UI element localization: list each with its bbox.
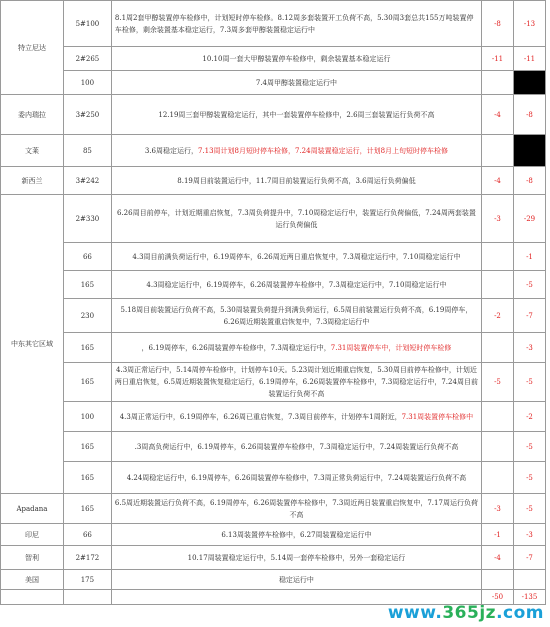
value-cell: [481, 271, 513, 299]
value-cell: [481, 135, 513, 167]
table-row: [1, 243, 546, 271]
table-row: [1, 167, 546, 195]
region-cell: Apadana: [1, 494, 64, 524]
table-row: [1, 363, 546, 402]
status-cell: 4.3周正常运行中，5.14周停车检修中，计划停车10天。5.23周计划近期重启恢复，5.30周目前停车检修中，计划近两日重启恢复，6.5周近期装置恢复稳定运行，6.19周停车，6.26周装置停车检修中，7.3周稳定运行中，7.24周目前装置运行负荷不高: [111, 363, 481, 402]
value-cell: [513, 570, 545, 590]
status-cell: 6.13周装置停车检修中，6.27周装置稳定运行中: [111, 524, 481, 546]
region-cell: 委内瑞拉: [1, 95, 64, 135]
region-cell: 中东其它区域: [1, 195, 64, 494]
table-row: [1, 432, 546, 462]
table-row: [1, 135, 546, 167]
total-cell: -50: [481, 590, 513, 605]
status-cell: 7.4周甲醇装置稳定运行中: [111, 71, 481, 95]
value-cell: [481, 333, 513, 363]
table-row: [1, 47, 546, 71]
region-cell: 美国: [1, 570, 64, 590]
value-cell: -3: [513, 333, 545, 363]
status-text-highlight: 7.31周装置停车中，计划短时停车检修: [330, 343, 452, 352]
status-text: ，6.19周停车，6.26周装置停车检修中，7.3周稳定运行中，: [141, 343, 331, 352]
status-cell: [111, 135, 481, 167]
black-fill-cell: [513, 71, 545, 95]
value-cell: -7: [513, 299, 545, 333]
capacity-cell: 2#172: [63, 546, 111, 570]
value-cell: -5: [513, 494, 545, 524]
table-row: [1, 71, 546, 95]
site-watermark: [388, 603, 544, 623]
value-cell: -8: [513, 167, 545, 195]
value-cell: -29: [513, 195, 545, 243]
value-cell: -8: [481, 1, 513, 47]
capacity-cell: 3#250: [63, 95, 111, 135]
capacity-cell: 230: [63, 299, 111, 333]
value-cell: [481, 432, 513, 462]
status-cell: 4.3周目前满负荷运行中，6.19周停车，6.26周近两日重启恢复中，7.3周稳定运行中，7.10周稳定运行中: [111, 243, 481, 271]
region-cell: 特立尼达: [1, 1, 64, 95]
region-cell: [1, 590, 64, 605]
region-cell: 文莱: [1, 135, 64, 167]
value-cell: -11: [481, 47, 513, 71]
table-row: [1, 546, 546, 570]
status-cell: .3周高负荷运行中，6.19周停车，6.26周装置停车检修中，7.3周稳定运行中，7.24周装置运行负荷不高: [111, 432, 481, 462]
status-cell: 8.19周目前装置运行中，11.7周目前装置运行负荷不高，3.6周运行负荷偏低: [111, 167, 481, 195]
capacity-cell: 100: [63, 71, 111, 95]
status-cell: 5.18周目前装置运行负荷不高，5.30周装置负荷提升到满负荷运行，6.5周目前装置运行负荷不高，6.19周停车，6.26周近期装置重启恢复中，7.3周稳定运行中: [111, 299, 481, 333]
value-cell: -5: [513, 432, 545, 462]
value-cell: -11: [513, 47, 545, 71]
status-cell: 10.10周一套大甲醇装置停车检修中，剩余装置基本稳定运行: [111, 47, 481, 71]
status-text: 3.6周稳定运行，: [144, 146, 198, 155]
capacity-cell: 85: [63, 135, 111, 167]
table-row: [1, 95, 546, 135]
value-cell: -5: [513, 462, 545, 494]
value-cell: -3: [481, 494, 513, 524]
table-row: [1, 195, 546, 243]
region-cell: 智利: [1, 546, 64, 570]
status-cell: 稳定运行中: [111, 570, 481, 590]
value-cell: [481, 71, 513, 95]
table-row: [1, 570, 546, 590]
region-cell: 新西兰: [1, 167, 64, 195]
value-cell: -2: [513, 402, 545, 432]
value-cell: -1: [513, 243, 545, 271]
status-text-highlight: 7.13周计划8月短时停车检修，7.24周装置稳定运行，计划8月上旬短时停车检修: [197, 146, 449, 155]
value-cell: [481, 402, 513, 432]
value-cell: -3: [481, 195, 513, 243]
capacity-cell: 2#265: [63, 47, 111, 71]
watermark-prefix: www.: [387, 603, 443, 623]
capacity-cell: 165: [63, 432, 111, 462]
watermark-brand: 365jz: [442, 603, 497, 623]
value-cell: -5: [513, 271, 545, 299]
capacity-cell: 165: [63, 462, 111, 494]
capacity-cell: 165: [63, 494, 111, 524]
status-text-highlight: 7.31周装置停车检修中: [401, 412, 474, 421]
status-cell: 4.3周稳定运行中，6.19周停车，6.26周装置停车检修中，7.3周稳定运行中，7.10周稳定运行中: [111, 271, 481, 299]
table-row: [1, 271, 546, 299]
table-row: [1, 1, 546, 47]
value-cell: [481, 462, 513, 494]
status-cell: 6.5周近期装置运行负荷不高，6.19周停车，6.26周装置停车检修中，7.3周近两日装置重启恢复中，7.17周运行负荷不高: [111, 494, 481, 524]
capacity-cell: 66: [63, 243, 111, 271]
watermark-suffix: .com: [496, 603, 544, 623]
total-cell: -135: [513, 590, 545, 605]
value-cell: -4: [481, 95, 513, 135]
table-row: [1, 402, 546, 432]
status-cell: 10.17周装置稳定运行中，5.14周一套停车检修中，另外一套稳定运行: [111, 546, 481, 570]
table-row: [1, 494, 546, 524]
value-cell: -5: [481, 363, 513, 402]
capacity-cell: 175: [63, 570, 111, 590]
capacity-cell: [63, 590, 111, 605]
capacity-cell: 165: [63, 333, 111, 363]
value-cell: -7: [513, 546, 545, 570]
capacity-cell: 3#242: [63, 167, 111, 195]
status-cell: 8.1周2套甲醇装置停车检修中，计划短时停车检修。8.12周多套装置开工负荷不高，5.30周3套总共155万吨装置停车检修，剩余装置基本稳定运行，7.3周多套甲醇装置稳定运行中: [111, 1, 481, 47]
value-cell: [481, 243, 513, 271]
status-cell: 12.19周三套甲醇装置稳定运行，其中一套装置停车检修中，2.6周三套装置运行负荷不高: [111, 95, 481, 135]
value-cell: -4: [481, 546, 513, 570]
capacity-cell: 66: [63, 524, 111, 546]
capacity-cell: 100: [63, 402, 111, 432]
table-row: [1, 524, 546, 546]
value-cell: -13: [513, 1, 545, 47]
status-cell: [111, 333, 481, 363]
capacity-cell: 5#100: [63, 1, 111, 47]
value-cell: -5: [513, 363, 545, 402]
table-row: [1, 462, 546, 494]
capacity-cell: 2#330: [63, 195, 111, 243]
value-cell: -3: [513, 524, 545, 546]
capacity-cell: 165: [63, 363, 111, 402]
table-row: [1, 333, 546, 363]
table-row: [1, 299, 546, 333]
value-cell: -4: [481, 167, 513, 195]
status-text: 4.3周正常运行中，6.19周停车，6.26周已重启恢复，7.3周目前停车，计划停车1周附近，: [119, 412, 402, 421]
value-cell: -2: [481, 299, 513, 333]
capacity-cell: 165: [63, 271, 111, 299]
status-cell: 4.24周稳定运行中，6.19周停车，6.26周装置停车检修中，7.3周正常负荷运行中，7.24周装置运行负荷不高: [111, 462, 481, 494]
value-cell: [481, 570, 513, 590]
status-cell: [111, 402, 481, 432]
value-cell: -1: [481, 524, 513, 546]
status-cell: 6.26周目前停车，计划近期重启恢复，7.3周负荷提升中，7.10周稳定运行中，装置运行负荷偏低，7.24周两套装置运行负荷偏低: [111, 195, 481, 243]
value-cell: -8: [513, 95, 545, 135]
region-cell: 印尼: [1, 524, 64, 546]
black-fill-cell: [513, 135, 545, 167]
